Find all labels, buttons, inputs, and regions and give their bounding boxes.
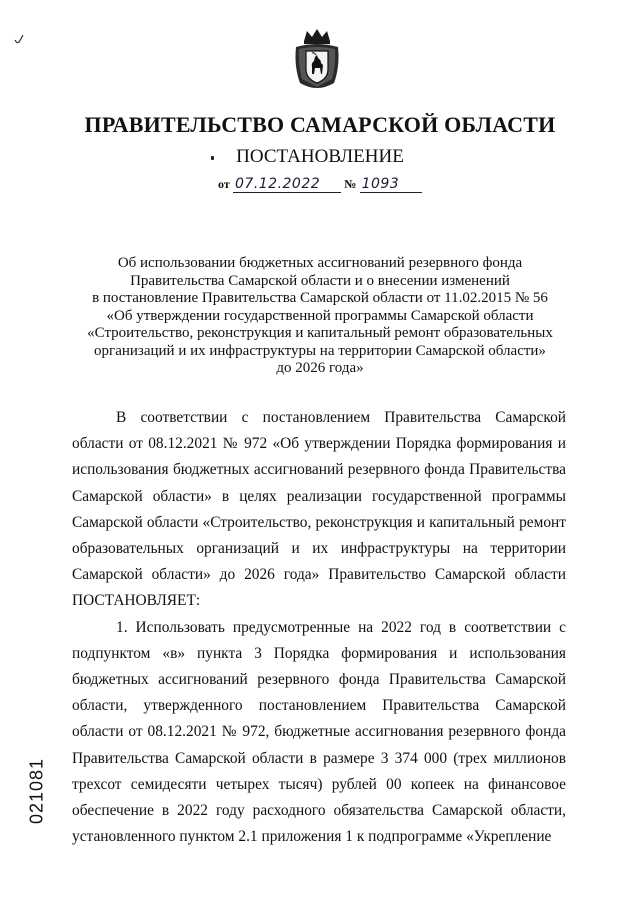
subject-line: Об использовании бюджетных ассигнований резервного фонда — [117, 255, 523, 271]
date-prefix: от — [218, 177, 230, 191]
side-registration-code — [26, 745, 48, 837]
government-title: ПРАВИТЕЛЬСТВО САМАРСКОЙ ОБЛАСТИ — [84, 112, 556, 137]
pen-mark-icon — [14, 34, 24, 46]
subject-line: организаций и их инфраструктуры на территории Самарской области» — [94, 342, 546, 359]
side-code-text: 021081 — [26, 757, 47, 825]
clause-1-paragraph: 1. Использовать предусмотренные на 2022 год в соответствии с подпунктом «в» пункта 3 Порядка формирования и использования бюджетных ассигнований резервного фонда Правительства Самарской области, утвержденного постановлением Правительства Самарской области от 08.12.2021 № 972, бюджетные ассигнования резервного фонда Правительства Самарской области в размере 3 374 000 (трех миллионов трехсот семидесяти четырех тысяч) рублей 00 копеек на финансовое обеспечение в 2022 году расходного обязательства Самарской области, установленного пунктом 2.1 приложения 1 к подпрограмме «Укрепление — [72, 618, 566, 846]
subject-line: в постановление Правительства Самарской области от 11.02.2015 № 56 — [92, 290, 548, 306]
number-prefix: № — [344, 177, 357, 191]
subject-line: Правительства Самарской области и о внесении изменений — [130, 272, 510, 289]
document-subject — [60, 255, 580, 378]
document-date: 07.12.2022 — [233, 176, 341, 193]
preamble-paragraph: В соответствии с постановлением Правительства Самарской области от 08.12.2021 № 972 «Об утверждении Порядка формирования и использования бюджетных ассигнований резервного фонда Правительства Самарской области» в целях реализации государственной программы Самарской области «Строительство, реконструкция и капитальный ремонт образовательных организаций и их инфраструктуры на территории Самарской области» до 2026 года» Правительство Самарской области ПОСТАНОВЛЯЕТ: — [72, 409, 566, 610]
document-date-number — [218, 176, 422, 193]
subject-line: «Строительство, реконструкция и капитальный ремонт образовательных — [87, 325, 553, 341]
subject-line: до 2026 года» — [276, 360, 364, 376]
subject-line: «Об утверждении государственной программы Самарской области — [106, 307, 534, 324]
document-body — [72, 405, 566, 850]
document-type: ПОСТАНОВЛЕНИЕ — [236, 146, 404, 167]
samara-coat-of-arms-icon — [290, 27, 344, 93]
document-number: 1093 — [360, 176, 422, 193]
